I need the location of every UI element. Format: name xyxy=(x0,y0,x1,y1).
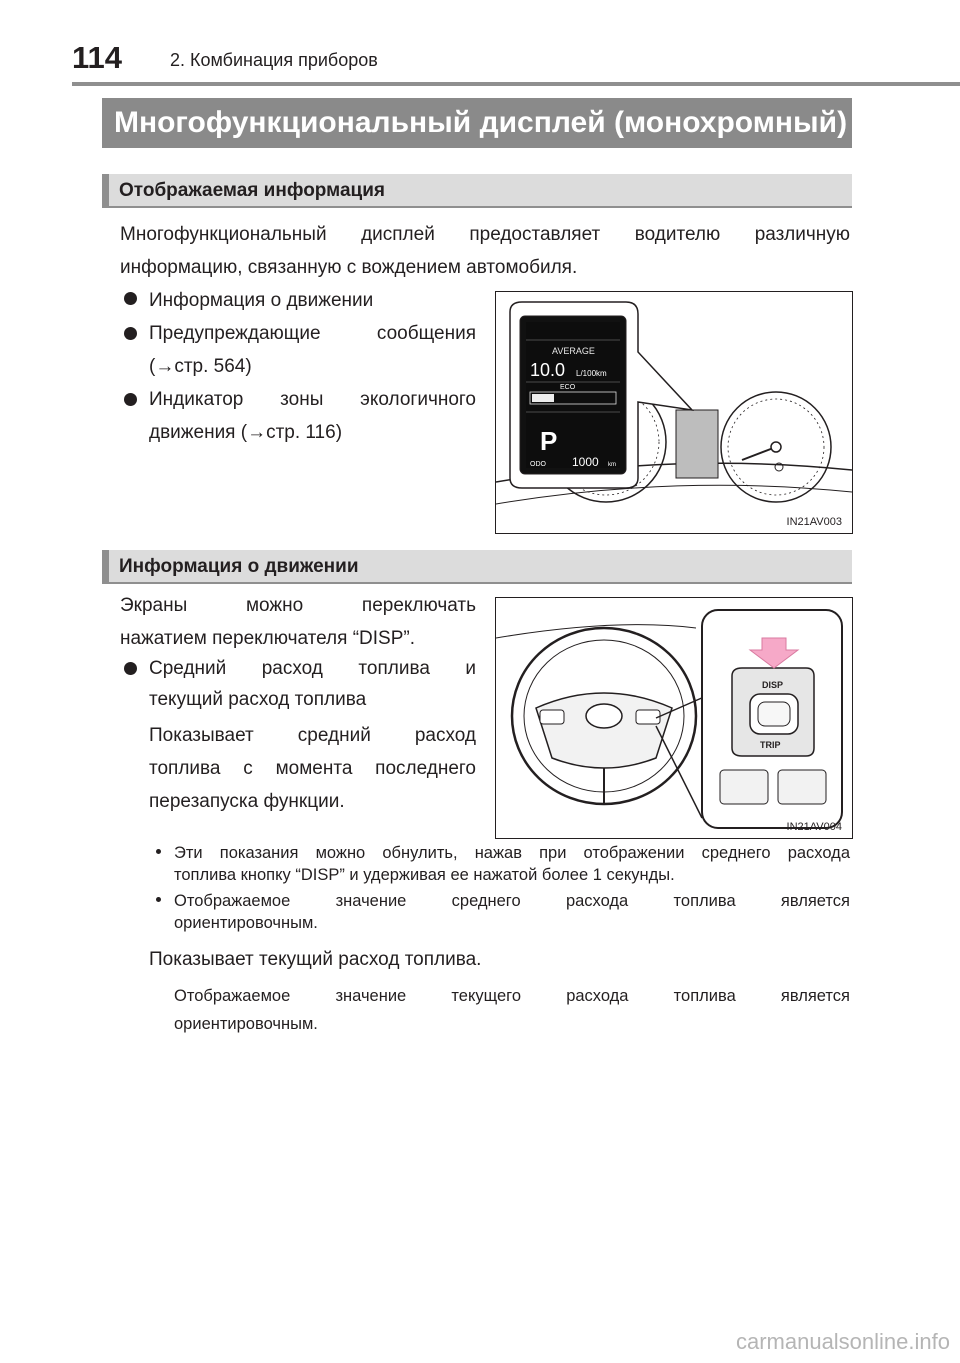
display-average-unit: L/100km xyxy=(576,369,607,378)
desc-line-1: Показывает средний расход xyxy=(149,725,476,746)
display-odo-label: ODO xyxy=(530,461,546,468)
section2-intro-line-1: Экраны можно переключать xyxy=(120,595,476,616)
display-average-value: 10.0 xyxy=(530,360,566,380)
note-1-line-2: топлива кнопку “DISP” и удерживая ее нажатой более 1 секунды. xyxy=(174,866,675,884)
display-eco-label: ECO xyxy=(560,384,576,391)
note-2-line-1: Отображаемое значение среднего расхода топлива является xyxy=(174,892,850,910)
trip-switch-label: TRIP xyxy=(760,740,781,750)
intro-line-1: Многофункциональный дисплей предоставляет водителю различную xyxy=(120,224,850,245)
display-odo-unit: km xyxy=(608,462,616,468)
desc-line-2: топлива с момента последнего xyxy=(149,758,476,779)
bullet-fuel-consumption-line-2: текущий расход топлива xyxy=(149,689,367,710)
note-1-line-1: Эти показания можно обнулить, нажав при отображении среднего расхода xyxy=(174,844,850,862)
display-average-label: AVERAGE xyxy=(552,346,595,356)
display-odo-value: 1000 xyxy=(572,455,599,469)
figure-id: IN21AV004 xyxy=(786,821,842,833)
current-consumption-text: Показывает текущий расход топлива. xyxy=(149,949,482,970)
section-title-driving-info: Информация о движении xyxy=(102,550,852,584)
chapter-title: 2. Комбинация приборов xyxy=(170,50,378,70)
warning-page-ref[interactable]: (→стр. 564) xyxy=(149,356,252,377)
note-2-line-2: ориентировочным. xyxy=(174,914,318,932)
figure-id: IN21AV003 xyxy=(786,516,842,528)
bullet-dot xyxy=(124,662,137,675)
note-dot xyxy=(156,849,161,854)
bullet-warning-messages: Предупреждающие сообщения xyxy=(124,317,476,350)
desc-line-3: перезапуска функции. xyxy=(149,791,345,812)
watermark: carmanualsonline.info xyxy=(735,1329,950,1354)
section2-intro-line-2: нажатием переключателя “DISP”. xyxy=(120,628,415,649)
figure-instrument-cluster xyxy=(495,291,853,534)
intro-line-2: информацию, связанную с вождением автомобиля. xyxy=(120,257,578,278)
bullet-driving-info: Информация о движении xyxy=(124,284,476,317)
disp-switch-label: DISP xyxy=(762,680,784,690)
current-note-line-2: ориентировочным. xyxy=(174,1015,318,1033)
cluster-illustration xyxy=(496,292,852,533)
bullet-eco-indicator: Индикатор зоны экологичного xyxy=(124,383,476,416)
eco-page-ref[interactable]: движения (→стр. 116) xyxy=(149,422,343,443)
steering-illustration xyxy=(496,598,852,838)
header-rule xyxy=(72,82,960,86)
display-gear: P xyxy=(540,426,558,456)
bullet-dot xyxy=(124,292,137,305)
current-note-line-1: Отображаемое значение текущего расхода топлива является xyxy=(174,987,850,1005)
page-number: 114 xyxy=(72,40,123,75)
figure-steering-wheel xyxy=(495,597,853,839)
bullet-dot xyxy=(124,327,137,340)
bullet-fuel-consumption: Средний расход топлива и xyxy=(124,652,476,685)
section-title-displayed-info: Отображаемая информация xyxy=(102,174,852,208)
bullet-dot xyxy=(124,393,137,406)
note-dot xyxy=(156,897,161,902)
page-title: Многофункциональный дисплей (монохромный) xyxy=(102,98,852,148)
